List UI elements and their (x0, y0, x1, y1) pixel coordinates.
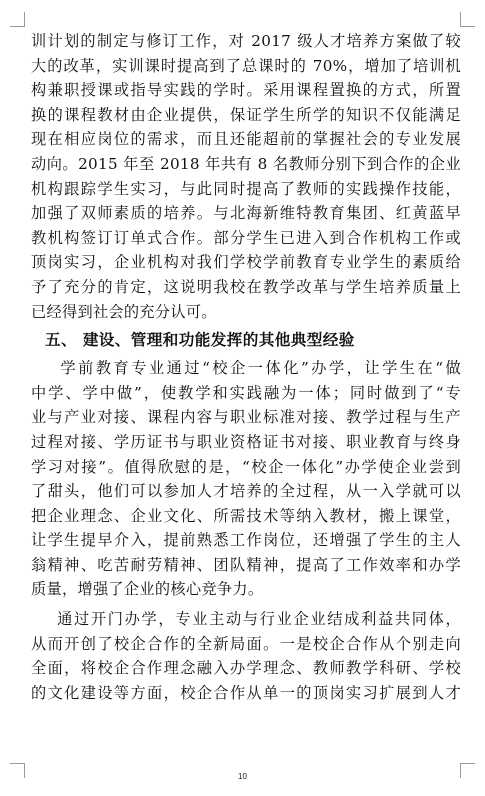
text-line: 全面，将校企合作理念融入办学理念、教师教学科研、学校 (31, 659, 461, 678)
text-line: 顶岗实习，企业机构对我们学校学前教育专业学生的素质给 (31, 253, 461, 272)
text-line: 的文化建设等方面，校企合作从单一的顶岗实习扩展到人才 (31, 683, 461, 702)
text-line: 学习对接”。值得欣慰的是，“校企一体化”办学使企业尝到 (31, 457, 461, 476)
text-line: 了甜头，他们可以参加人才培养的全过程，从一入学就可以 (31, 482, 461, 501)
text-line: 加强了双师素质的培养。与北海新维特教育集团、红黄蓝早 (31, 204, 461, 223)
text-line: 构兼职授课或指导实践的学时。采用课程置换的方式，所置 (31, 81, 461, 100)
text-line: 动向。2015 年至 2018 年共有 8 名教师分别下到合作的企业 (31, 154, 461, 173)
text-line: 从而开创了校企合作的全新局面。一是校企合作从个别走向 (31, 634, 461, 653)
text-line: 通过开门办学，专业主动与行业企业结成利益共同体， (31, 610, 461, 629)
text-line: 过程对接、学历证书与职业资格证书对接、职业教育与终身 (31, 432, 461, 451)
crop-mark-top-left (10, 12, 25, 27)
paragraph-open-school (31, 607, 461, 705)
text-line: 让学生提早介入，提前熟悉工作岗位，还增强了学生的主人 (31, 531, 461, 550)
text-line: 业与产业对接、课程内容与职业标准对接、教学过程与生产 (31, 408, 461, 427)
text-line: 机构跟踪学生实习，与此同时提高了教师的实践操作技能， (31, 179, 461, 198)
page-number: 10 (238, 772, 247, 781)
section-heading: 五、 建设、管理和功能发挥的其他典型经验 (45, 331, 355, 350)
paragraph-school-enterprise-integration (31, 356, 461, 602)
text-line: 予了充分的肯定，这说明我校在教学改革与学生培养质量上 (31, 277, 461, 296)
text-line: 质量，增强了企业的核心竞争力。 (31, 580, 264, 599)
text-line: 训计划的制定与修订工作，对 2017 级人才培养方案做了较 (31, 32, 461, 50)
text-line: 现在相应岗位的需求，而且还能超前的掌握社会的专业发展 (31, 130, 461, 149)
text-line: 学前教育专业通过“校企一体化”办学，让学生在“做 (31, 359, 461, 378)
text-line: 已经得到社会的充分认可。 (31, 302, 217, 321)
document-body (31, 29, 461, 705)
text-line: 大的改革，实训课时提高到了总课时的 70%，增加了培训机 (31, 56, 461, 75)
text-line: 翁精神、吃苦耐劳精神、团队精神，提高了工作效率和办学 (31, 555, 461, 574)
text-line: 中学、学中做”，使教学和实践融为一体；同时做到了“专 (31, 383, 461, 402)
text-line: 教机构签订订单式合作。部分学生已进入到合作机构工作或 (31, 228, 461, 247)
crop-mark-top-right (460, 12, 475, 27)
text-line: 把企业理念、企业文化、所需技术等纳入教材，搬上课堂， (31, 506, 461, 525)
paragraph-curriculum-reform (31, 29, 461, 324)
text-line: 换的课程教材由企业提供，保证学生所学的知识不仅能满足 (31, 105, 461, 124)
